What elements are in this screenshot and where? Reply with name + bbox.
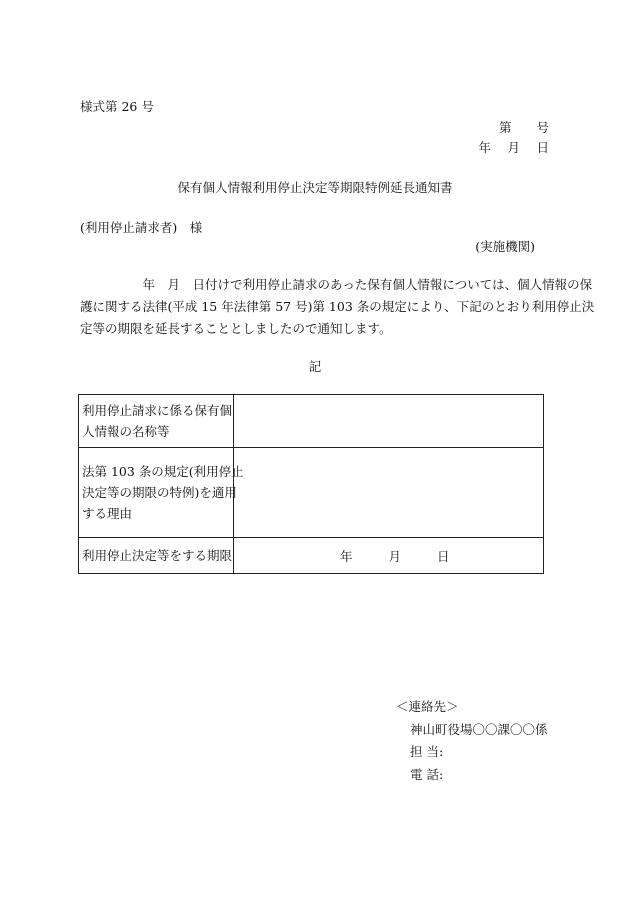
row-label-reason	[79, 448, 244, 538]
issue-number: 第 号	[498, 120, 549, 135]
contact-office: 神山町役場〇〇課〇〇係	[410, 721, 548, 737]
issue-date: 年 月 日	[478, 140, 549, 155]
ki-heading: 記	[308, 359, 322, 374]
addressee: (利用停止請求者) 様	[80, 220, 203, 235]
contact-phone: 電 話:	[410, 766, 444, 782]
contact-block	[396, 696, 548, 786]
form-number: 様式第 26 号	[80, 99, 154, 114]
body-line: 年 月 日付けで利用停止請求のあった保有個人情報については、個人情報の保	[80, 277, 593, 292]
table-row	[79, 538, 544, 574]
body-line: 護に関する法律(平成 15 年法律第 57 号)第 103 条の規定により、下記のとおり利用停止決	[80, 299, 595, 314]
row-label-deadline	[79, 538, 234, 574]
row-label-document-name	[79, 395, 234, 448]
details-table	[78, 394, 544, 574]
label-line: 法第 103 条の規定(利用停止	[82, 464, 244, 479]
deadline-month: 月	[388, 548, 402, 564]
label-line: する理由	[82, 506, 133, 521]
notice-body	[80, 274, 595, 340]
deadline-day: 日	[437, 548, 450, 564]
row-value-document-name	[234, 395, 544, 448]
label-line: 利用停止請求に係る保有個	[82, 403, 233, 418]
label-line: 利用停止決定等をする期限	[82, 548, 233, 563]
label-line: 人情報の名称等	[82, 424, 170, 439]
contact-heading: ＜連絡先＞	[396, 699, 459, 714]
body-line: 定等の期限を延長することとしましたので通知します。	[80, 321, 392, 336]
contact-person: 担 当:	[410, 744, 444, 759]
document-title: 保有個人情報利用停止決定等期限特例延長通知書	[177, 180, 453, 195]
table-row	[79, 395, 544, 448]
table-row	[79, 448, 544, 538]
row-value-reason	[234, 448, 544, 538]
implementing-agency: (実施機関)	[475, 239, 535, 254]
deadline-year: 年	[340, 548, 353, 564]
row-value-deadline	[234, 538, 544, 574]
label-line: 決定等の期限の特例)を適用	[82, 485, 237, 500]
